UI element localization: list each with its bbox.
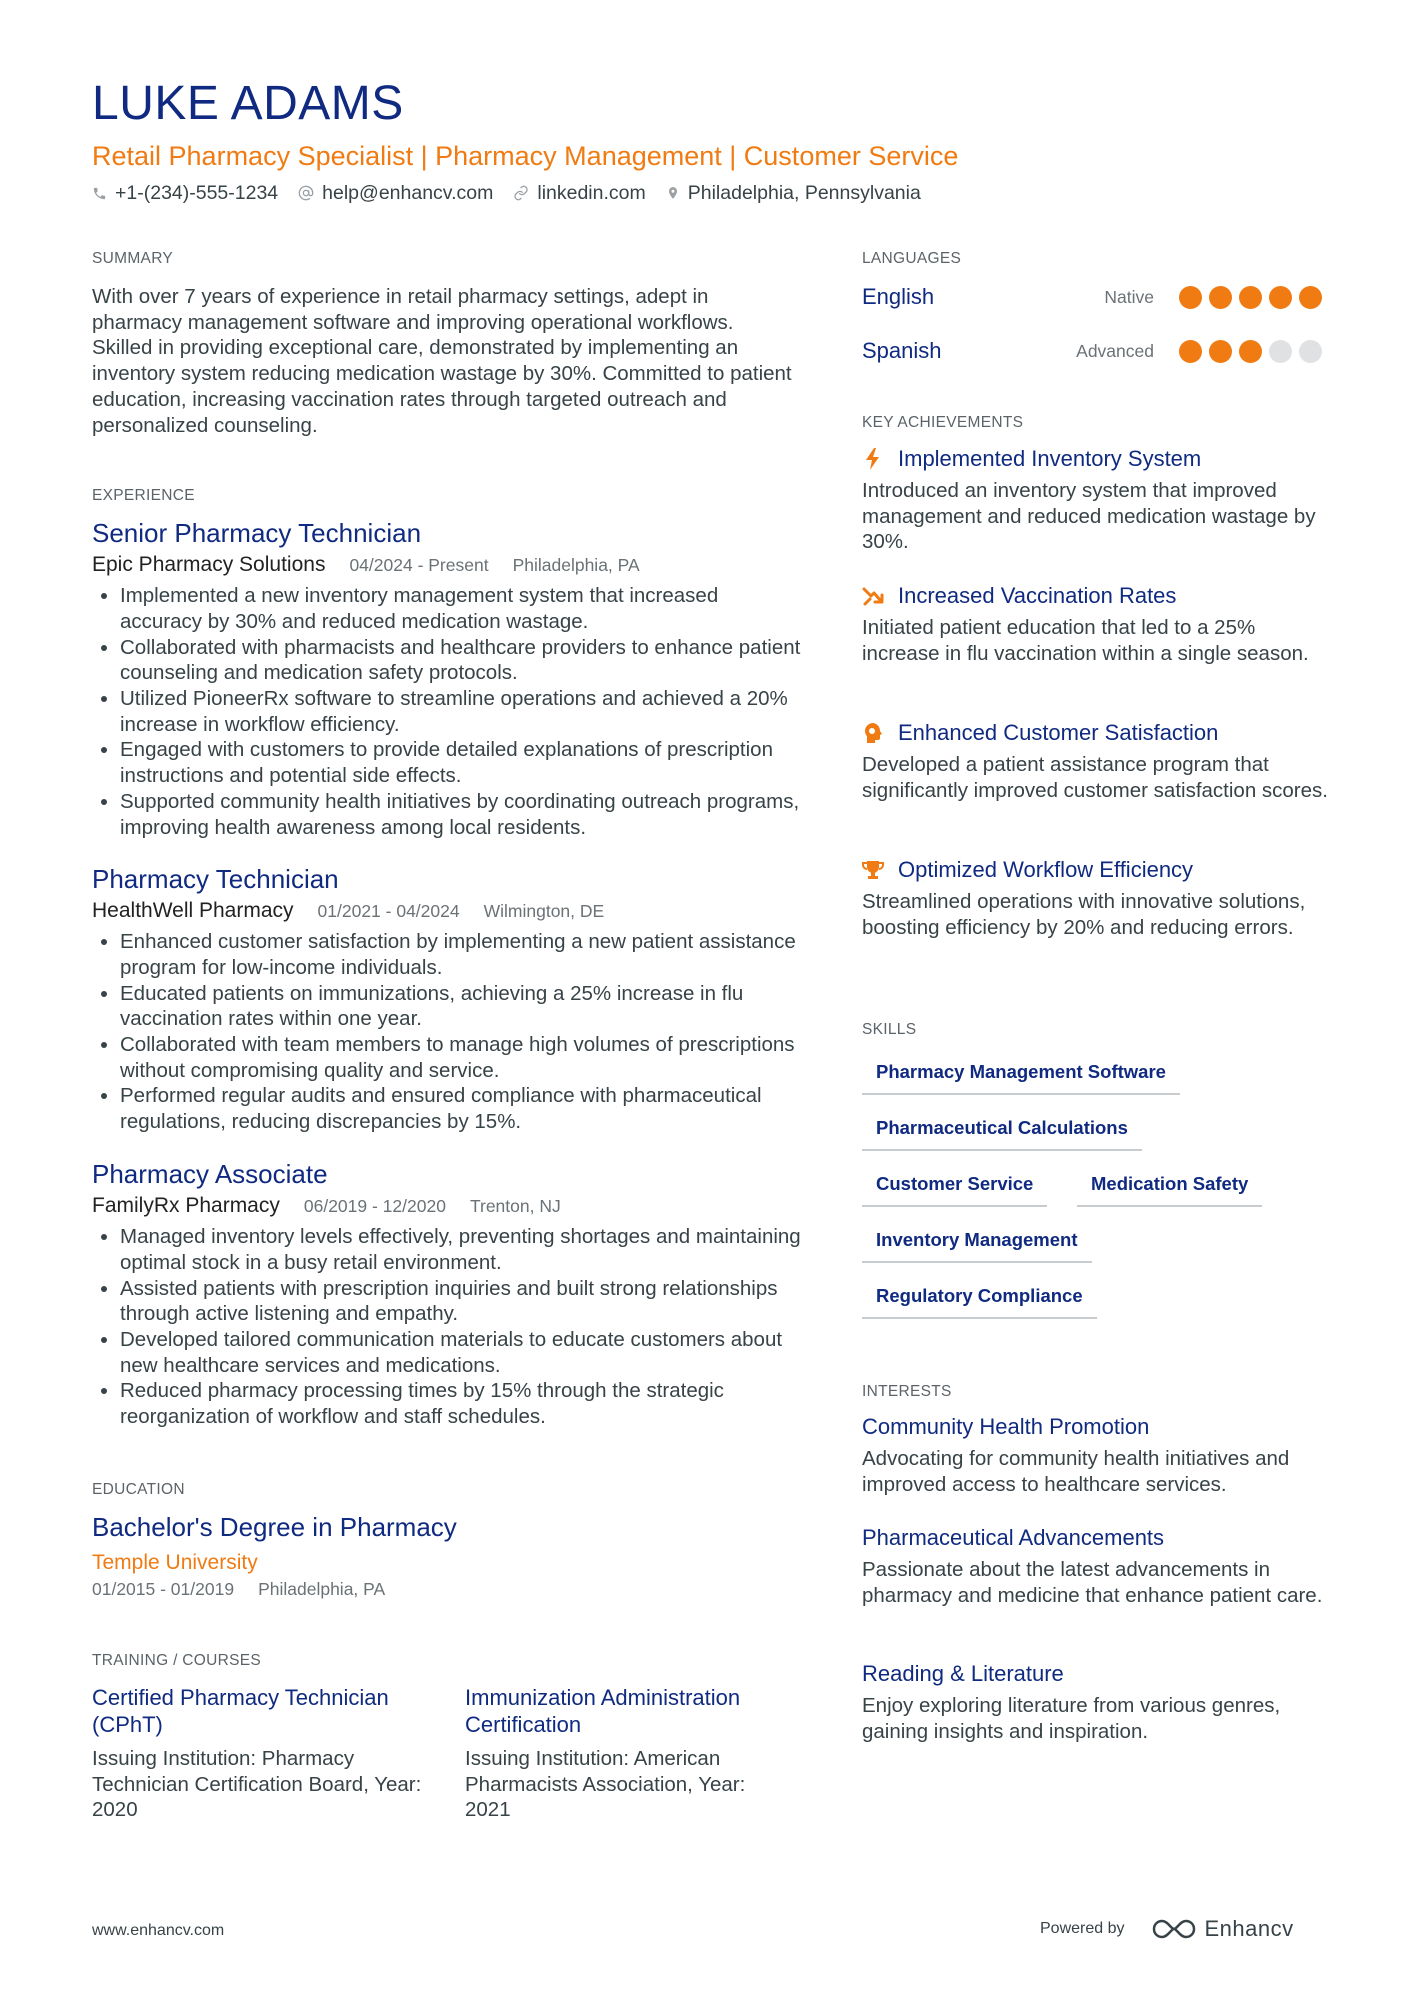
growth-arrow-icon: [862, 585, 884, 607]
interest-item: [862, 1661, 1332, 1744]
job-role: Pharmacy Associate: [92, 1159, 328, 1189]
job-bullets: [92, 929, 802, 1135]
interest-text: Passionate about the latest advancements in pharmacy and medicine that enhance patient care.: [862, 1558, 1323, 1607]
trophy-icon: [862, 859, 884, 881]
contact-phone: [92, 182, 278, 205]
proficiency-dot-filled: [1179, 340, 1202, 363]
enhancv-logo[interactable]: [1151, 1916, 1294, 1942]
education-entry: [92, 1512, 792, 1600]
job-bullets: [92, 583, 802, 840]
course-title: Certified Pharmacy Technician (CPhT): [92, 1685, 389, 1737]
email-text[interactable]: help@enhancv.com: [322, 181, 494, 204]
skills-heading: SKILLS: [862, 1021, 917, 1038]
education-school: Temple University: [92, 1551, 258, 1575]
powered-by-label: Powered by: [1040, 1920, 1125, 1937]
achievement-item: [862, 583, 1332, 666]
achievement-header: [862, 583, 1332, 609]
interest-title: Community Health Promotion: [862, 1414, 1150, 1439]
achievement-text: Introduced an inventory system that improved management and reduced medication wastage by 30%.: [862, 479, 1316, 554]
job-bullet: • Performed regular audits and ensured compliance with pharmaceutical regulations, reducing discrepancies by 15%.: [120, 1083, 802, 1134]
achievement-header: [862, 446, 1332, 472]
achievement-item: [862, 720, 1332, 803]
interest-title: Reading & Literature: [862, 1661, 1064, 1686]
summary-text: With over 7 years of experience in retail pharmacy settings, adept in pharmacy management software and improving operational workflows. Skilled in providing exceptional care, demonstrated by implementing an inventory system reducing medication wastage by 30%. Committed to patient education, increasing vaccination rates through targeted outreach and personalized counseling.: [92, 285, 792, 437]
language-item: [862, 282, 1322, 312]
job-bullet: • Supported community health initiatives by coordinating outreach programs, improving health awareness among local residents.: [120, 789, 802, 840]
job-location: Trenton, NJ: [469, 1196, 561, 1217]
interest-title: Pharmaceutical Advancements: [862, 1525, 1165, 1550]
interest-item: [862, 1414, 1332, 1497]
job-meta: [92, 899, 802, 923]
languages-heading: LANGUAGES: [862, 250, 962, 267]
achievements-heading: KEY ACHIEVEMENTS: [862, 414, 1024, 431]
job-dates: 06/2019 - 12/2020: [303, 1196, 446, 1217]
job-bullet: • Engaged with customers to provide detailed explanations of prescription instructions and potential side effects.: [120, 737, 802, 788]
achievement-header: [862, 857, 1332, 883]
contact-bar: [92, 180, 941, 206]
interest-text: Advocating for community health initiatives and improved access to healthcare services.: [862, 1447, 1290, 1496]
candidate-title: Retail Pharmacy Specialist | Pharmacy Management | Customer Service: [92, 141, 959, 171]
achievement-title: Increased Vaccination Rates: [898, 583, 1177, 608]
job-bullet: • Managed inventory levels effectively, preventing shortages and maintaining optimal stock in a busy retail environment.: [120, 1224, 802, 1275]
footer-website[interactable]: www.enhancv.com: [92, 1922, 225, 1939]
skill-tag: Pharmacy Management Software: [862, 1061, 1180, 1095]
training-heading: TRAINING / COURSES: [92, 1652, 262, 1669]
skill-tag: Regulatory Compliance: [862, 1285, 1097, 1319]
experience-heading: EXPERIENCE: [92, 487, 195, 504]
job-company: HealthWell Pharmacy: [92, 899, 294, 923]
location-text: Philadelphia, Pennsylvania: [687, 181, 921, 204]
course-title: Immunization Administration Certification: [465, 1685, 741, 1737]
language-level: Advanced: [1076, 340, 1154, 361]
education-meta: [92, 1579, 792, 1600]
proficiency-dot-empty: [1299, 340, 1322, 363]
achievement-title: Enhanced Customer Satisfaction: [898, 720, 1219, 745]
proficiency-dot-filled: [1179, 286, 1202, 309]
at-sign-icon: [298, 185, 314, 201]
job-location: Philadelphia, PA: [512, 555, 640, 576]
job-bullet: • Collaborated with pharmacists and healthcare providers to enhance patient counseling and medication safety protocols.: [120, 635, 802, 686]
brand-name: Enhancv: [1204, 1916, 1294, 1941]
location-pin-icon: [666, 185, 680, 201]
interests-heading: INTERESTS: [862, 1383, 952, 1400]
interest-item: [862, 1525, 1332, 1608]
education-heading: EDUCATION: [92, 1481, 185, 1498]
proficiency-dot-filled: [1299, 286, 1322, 309]
achievement-text: Streamlined operations with innovative solutions, boosting efficiency by 20% and reducing errors.: [862, 890, 1306, 939]
proficiency-dot-empty: [1269, 340, 1292, 363]
job-bullet: • Implemented a new inventory management system that increased accuracy by 30% and reduced medication wastage.: [120, 583, 802, 634]
achievement-item: [862, 857, 1332, 940]
job-meta: [92, 553, 802, 577]
education-location: Philadelphia, PA: [258, 1579, 386, 1600]
skill-tag: Medication Safety: [1077, 1173, 1262, 1207]
job-bullet: • Assisted patients with prescription inquiries and built strong relationships through active listening and empathy.: [120, 1276, 802, 1327]
course-item: [465, 1684, 795, 1823]
head-brain-icon: [862, 722, 884, 744]
job-location: Wilmington, DE: [483, 901, 605, 922]
language-item: [862, 336, 1322, 366]
job-bullet: • Educated patients on immunizations, achieving a 25% increase in flu vaccination rates within one year.: [120, 981, 802, 1032]
skill-tag: Customer Service: [862, 1173, 1047, 1207]
proficiency-dot-filled: [1239, 340, 1262, 363]
job-dates: 04/2024 - Present: [349, 555, 489, 576]
course-description: Issuing Institution: American Pharmacists Association, Year: 2021: [465, 1747, 746, 1822]
proficiency-dot-filled: [1239, 286, 1262, 309]
job-bullets: [92, 1224, 802, 1430]
phone-icon: [92, 186, 107, 201]
achievement-title: Implemented Inventory System: [898, 446, 1202, 471]
linkedin-text[interactable]: linkedin.com: [537, 181, 646, 204]
enhancv-logo-icon: [1151, 1917, 1197, 1941]
language-name: English: [862, 284, 935, 309]
job-meta: [92, 1194, 802, 1218]
contact-linkedin: [513, 182, 645, 205]
contact-location: [666, 182, 921, 205]
job-company: FamilyRx Pharmacy: [92, 1194, 280, 1218]
education-degree: Bachelor's Degree in Pharmacy: [92, 1512, 457, 1542]
proficiency-dot-filled: [1269, 286, 1292, 309]
interest-text: Enjoy exploring literature from various genres, gaining insights and inspiration.: [862, 1694, 1281, 1743]
proficiency-dot-filled: [1209, 340, 1232, 363]
course-description: Issuing Institution: Pharmacy Technician Certification Board, Year: 2020: [92, 1747, 422, 1822]
candidate-name: LUKE ADAMS: [92, 77, 404, 130]
job-role: Senior Pharmacy Technician: [92, 518, 422, 548]
achievement-header: [862, 720, 1332, 746]
achievement-text: Developed a patient assistance program that significantly improved customer satisfaction scores.: [862, 753, 1328, 802]
job-dates: 01/2021 - 04/2024: [317, 901, 460, 922]
language-name: Spanish: [862, 338, 942, 363]
proficiency-dots: [1172, 286, 1322, 309]
job-bullet: • Utilized PioneerRx software to streamline operations and achieved a 20% increase in workflow efficiency.: [120, 686, 802, 737]
phone-text[interactable]: +1-(234)-555-1234: [115, 181, 279, 204]
experience-entry: [92, 1159, 802, 1430]
job-bullet: • Reduced pharmacy processing times by 15% through the strategic reorganization of workflow and staff schedules.: [120, 1378, 802, 1429]
achievement-item: [862, 446, 1332, 555]
footer-brand: [1040, 1916, 1294, 1942]
job-bullet: • Collaborated with team members to manage high volumes of prescriptions without compromising quality and service.: [120, 1032, 802, 1083]
experience-entry: [92, 864, 802, 1135]
achievement-title: Optimized Workflow Efficiency: [898, 857, 1194, 882]
achievement-text: Initiated patient education that led to a 25% increase in flu vaccination within a single season.: [862, 616, 1309, 665]
skill-tag: Pharmaceutical Calculations: [862, 1117, 1142, 1151]
summary-heading: SUMMARY: [92, 250, 174, 267]
job-bullet: • Enhanced customer satisfaction by implementing a new patient assistance program for low-income individuals.: [120, 929, 802, 980]
contact-email: [298, 182, 493, 205]
job-company: Epic Pharmacy Solutions: [92, 553, 326, 577]
job-bullet: • Developed tailored communication materials to educate customers about new healthcare services and medications.: [120, 1327, 802, 1378]
proficiency-dots: [1172, 340, 1322, 363]
experience-entry: [92, 518, 802, 840]
proficiency-dot-filled: [1209, 286, 1232, 309]
lightning-bolt-icon: [862, 448, 884, 470]
language-level: Native: [1104, 286, 1154, 307]
skill-tag: Inventory Management: [862, 1229, 1092, 1263]
education-dates: 01/2015 - 01/2019: [92, 1579, 235, 1600]
link-icon: [513, 185, 529, 201]
course-item: [92, 1684, 422, 1823]
job-role: Pharmacy Technician: [92, 864, 339, 894]
